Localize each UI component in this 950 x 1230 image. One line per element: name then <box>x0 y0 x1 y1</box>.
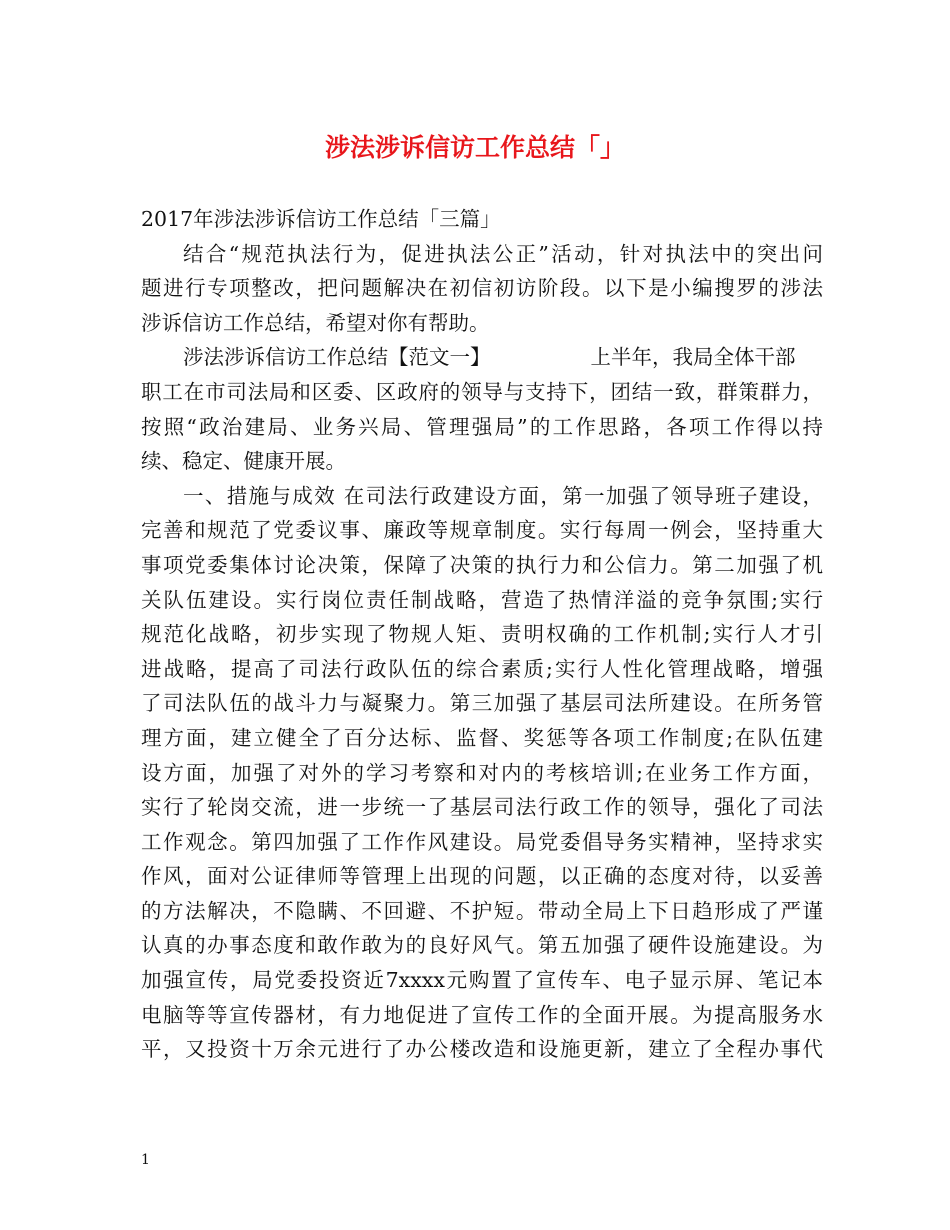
subtitle-line: 2017年涉法涉诉信访工作总结「三篇」 <box>141 207 501 231</box>
paragraph-line: 工作观念。第四加强了工作作风建设。局党委倡导务实精神，坚持求实 <box>141 829 823 854</box>
paragraph-line: 按照“政治建局、业务兴局、管理强局”的工作思路，各项工作得以持 <box>141 414 823 439</box>
paragraph-line: 进战略，提高了司法行政队伍的综合素质;实行人性化管理战略，增强 <box>141 656 823 681</box>
paragraph-line: 续、稳定、健康开展。 <box>141 449 346 474</box>
paragraph-line: 平，又投资十万余元进行了办公楼改造和设施更新，建立了全程办事代 <box>141 1037 823 1062</box>
paragraph-text: 上半年，我局全体干部 <box>590 345 796 370</box>
document-title: 涉法涉诉信访工作总结「」 <box>324 133 625 162</box>
paragraph-line: 题进行专项整改，把问题解决在初信初访阶段。以下是小编搜罗的涉法 <box>141 276 823 301</box>
paragraph-line: 职工在市司法局和区委、区政府的领导与支持下，团结一致，群策群力， <box>141 379 823 404</box>
paragraph-line: 理方面，建立健全了百分达标、监督、奖惩等各项工作制度;在队伍建 <box>141 725 823 750</box>
paragraph-line: 实行了轮岗交流，进一步统一了基层司法行政工作的领导，强化了司法 <box>141 795 823 820</box>
paragraph-line: 认真的办事态度和敢作敢为的良好风气。第五加强了硬件设施建设。为 <box>141 933 823 958</box>
paragraph-line: 涉诉信访工作总结，希望对你有帮助。 <box>141 310 490 335</box>
paragraph-line <box>141 340 823 375</box>
paragraph-line: 事项党委集体讨论决策，保障了决策的执行力和公信力。第二加强了机 <box>141 552 823 577</box>
document-body <box>141 202 823 1067</box>
paragraph-line: 的方法解决，不隐瞒、不回避、不护短。带动全局上下日趋形成了严谨 <box>141 898 823 923</box>
paragraph-line: 完善和规范了党委议事、廉政等规章制度。实行每周一例会，坚持重大 <box>141 518 823 543</box>
sample-heading: 涉法涉诉信访工作总结【范文一】 <box>183 345 491 370</box>
paragraph-line: 了司法队伍的战斗力与凝聚力。第三加强了基层司法所建设。在所务管 <box>141 691 823 716</box>
paragraph-line: 规范化战略，初步实现了物规人矩、责明权确的工作机制;实行人才引 <box>141 622 823 647</box>
paragraph-line: 电脑等等宣传器材，有力地促进了宣传工作的全面开展。为提高服务水 <box>141 1002 823 1027</box>
paragraph-line: 作风，面对公证律师等管理上出现的问题，以正确的态度对待，以妥善 <box>141 864 823 889</box>
paragraph-line: 设方面，加强了对外的学习考察和对内的考核培训;在业务工作方面， <box>141 760 823 785</box>
paragraph-line: 一、措施与成效 在司法行政建设方面，第一加强了领导班子建设， <box>183 483 823 508</box>
paragraph-line: 关队伍建设。实行岗位责任制战略，营造了热情洋溢的竞争氛围;实行 <box>141 587 823 612</box>
paragraph-line: 加强宣传，局党委投资近7xxxx元购置了宣传车、电子显示屏、笔记本 <box>141 968 823 993</box>
page-number: 1 <box>141 1152 150 1168</box>
paragraph-line: 结合“规范执法行为，促进执法公正”活动，针对执法中的突出问 <box>183 241 823 266</box>
